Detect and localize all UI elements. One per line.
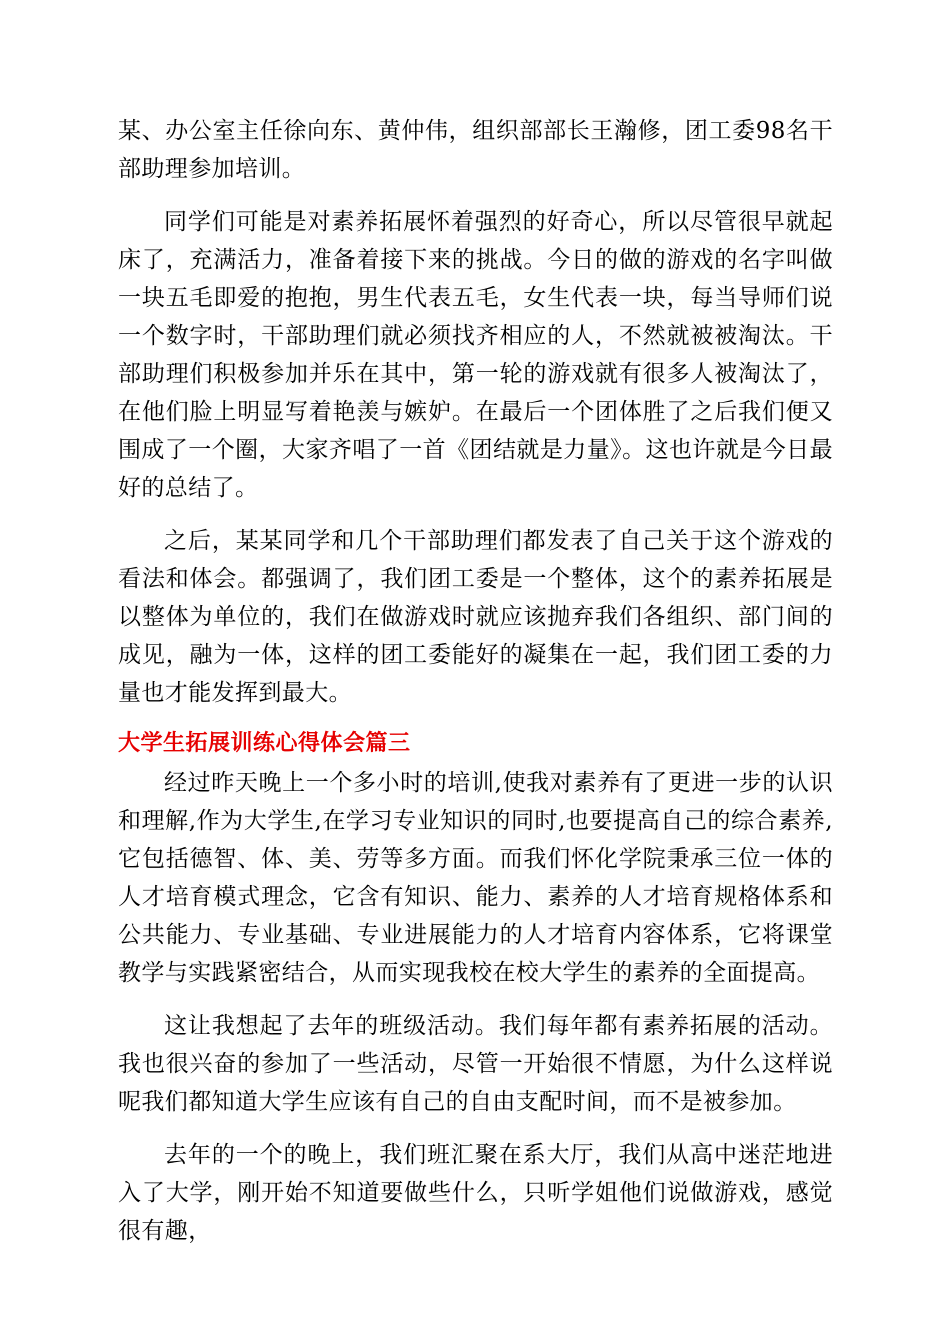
paragraph-class-activity: 这让我想起了去年的班级活动。我们每年都有素养拓展的活动。我也很兴奋的参加了一些活动，尽管一开始很不情愿，为什么这样说呢我们都知道大学生应该有自己的自由支配时间，而不是被参加。 bbox=[118, 1013, 833, 1115]
paragraph-game-description: 同学们可能是对素养拓展怀着强烈的好奇心，所以尽管很早就起床了，充满活力，准备着接下来的挑战。今日的做的游戏的名字叫做一块五毛即爱的抱抱，男生代表五毛，女生代表一块，每当导师们说一个数字时，干部助理们就必须找齐相应的人，不然就被被淘汰。干部助理们积极参加并乐在其中，第一轮的游戏就有很多人被淘汰了，在他们脸上明显写着艳羡与嫉妒。在最后一个团体胜了之后我们便又围成了一个圈，大家齐唱了一首《团结就是力量》。这也许就是今日最好的总结了。 bbox=[118, 209, 833, 501]
document-page bbox=[118, 112, 833, 1250]
section-heading: 大学生拓展训练心得体会篇三 bbox=[118, 731, 411, 756]
paragraph-reflections: 之后，某某同学和几个干部助理们都发表了自己关于这个游戏的看法和体会。都强调了，我们团工委是一个整体，这个的素养拓展是以整体为单位的，我们在做游戏时就应该抛弃我们各组织、部门间的成见，融为一体，这样的团工委能好的凝集在一起，我们团工委的力量也才能发挥到最大。 bbox=[118, 528, 833, 706]
paragraph-continued: 某、办公室主任徐向东、黄仲伟，组织部部长王瀚修，团工委98名干部助理参加培训。 bbox=[118, 118, 833, 182]
paragraph-last-year: 去年的一个的晚上，我们班汇聚在系大厅，我们从高中迷茫地进入了大学，刚开始不知道要做些什么，只听学姐他们说做游戏，感觉很有趣， bbox=[118, 1142, 833, 1244]
paragraph-training: 经过昨天晚上一个多小时的培训,使我对素养有了更进一步的认识和理解,作为大学生,在学习专业知识的同时,也要提高自己的综合素养,它包括德智、体、美、劳等多方面。而我们怀化学院秉承三位一体的人才培育模式理念，它含有知识、能力、素养的人才培育规格体系和公共能力、专业基础、专业进展能力的人才培育内容体系，它将课堂教学与实践紧密结合，从而实现我校在校大学生的素养的全面提高。 bbox=[118, 770, 833, 986]
